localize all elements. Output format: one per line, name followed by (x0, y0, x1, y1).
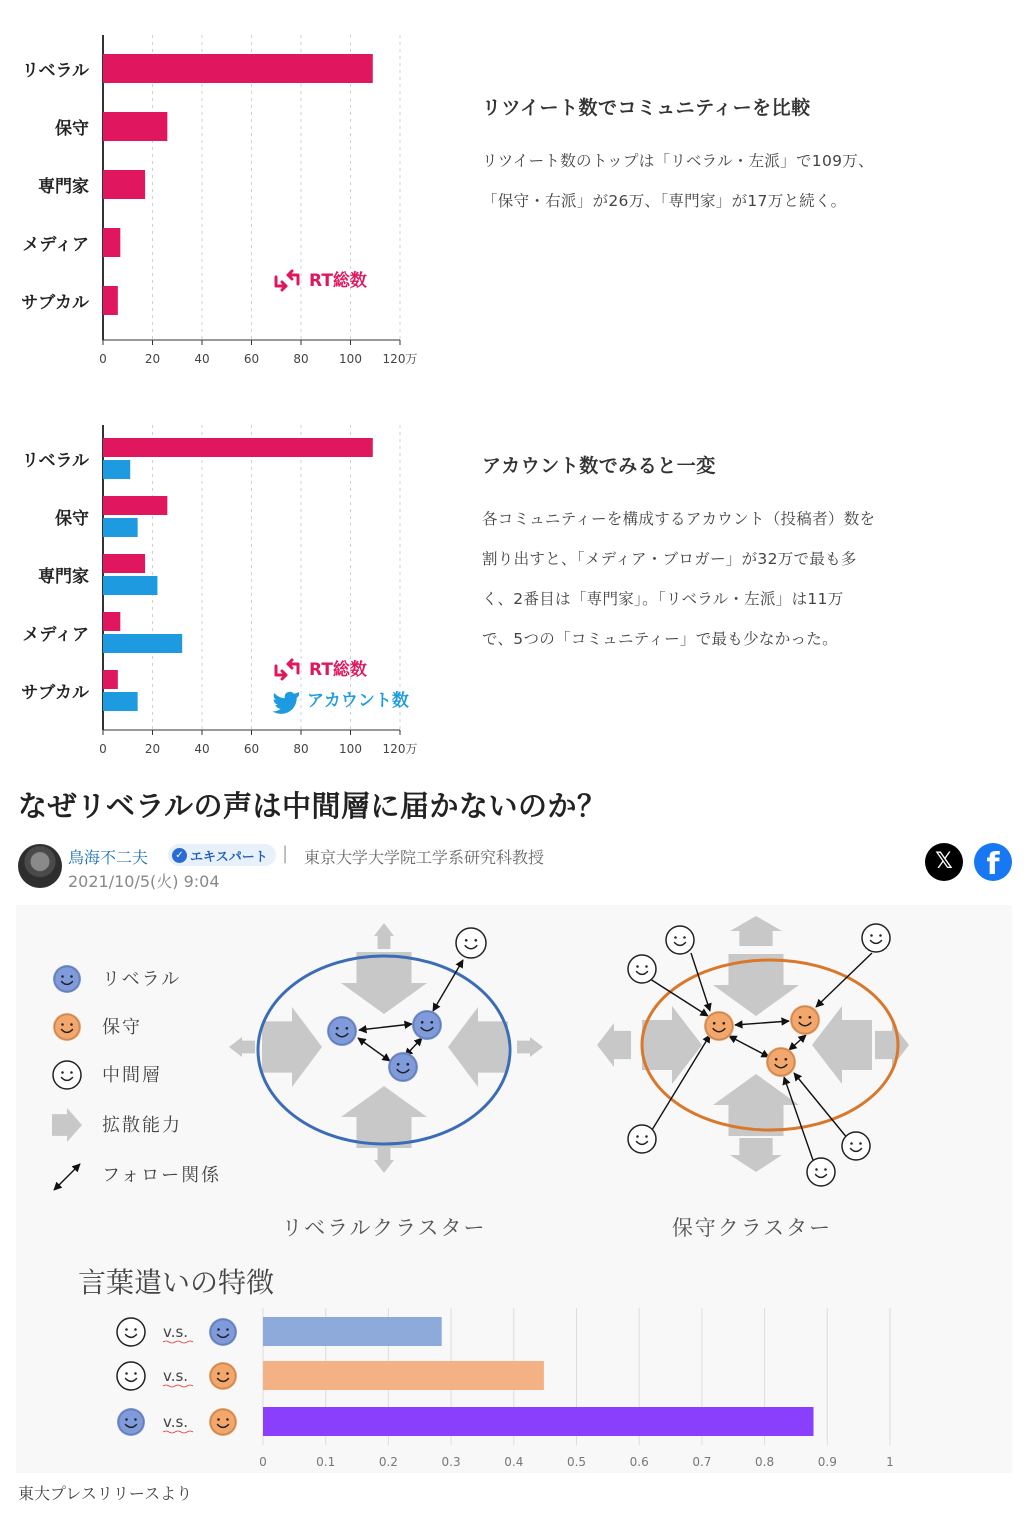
bar-rt (103, 612, 120, 631)
category-label: リベラル (21, 451, 89, 471)
category-label: 保守 (55, 119, 89, 139)
tick-labels (99, 730, 417, 756)
x-tick-label: 0 (99, 742, 107, 756)
conservative-face-icon (766, 1047, 796, 1077)
neutral-face-icon (666, 926, 694, 954)
neutral-face-icon (842, 1132, 870, 1160)
share-facebook-button[interactable]: f (974, 843, 1012, 881)
section-rt-line: 「保守・右派」が26万、「専門家」が17万と続く。 (482, 192, 847, 210)
x-tick-label: 0.3 (441, 1455, 461, 1469)
retweet-icon (276, 660, 298, 679)
legend (276, 270, 367, 291)
bar-rt (103, 228, 120, 257)
bar-rt (103, 54, 373, 83)
account-count-chart (0, 415, 440, 765)
x-tick-label: 80 (293, 352, 309, 366)
section-rt-text (482, 93, 962, 221)
x-tick-label: 60 (243, 352, 260, 366)
bar-rt (103, 286, 118, 315)
category-labels (21, 61, 90, 313)
category-rows (117, 1318, 237, 1436)
category-label: メディア (22, 235, 89, 255)
conservative-face-icon (209, 1362, 237, 1390)
section-account-line: で、5つの「コミュニティー」で最も少なかった。 (482, 630, 838, 648)
section-account-body (482, 499, 962, 659)
avatar[interactable] (18, 844, 62, 888)
neutral-face-icon (628, 955, 656, 983)
grid-lines (153, 425, 401, 730)
category-label: 専門家 (38, 567, 89, 587)
rt-total-chart (0, 25, 440, 375)
tick-labels (99, 340, 417, 366)
x-tick-label: 100 (339, 742, 362, 756)
article-headline: なぜリベラルの声は中間層に届かないのか？ (18, 789, 607, 823)
x-tick-label: 0.8 (755, 1455, 775, 1469)
neutral-face-icon (53, 1061, 81, 1089)
word-usage-bar (263, 1361, 544, 1390)
liberal-cluster-label: リベラルクラスター (281, 1216, 487, 1240)
section-account-text (482, 451, 962, 659)
liberal-face-icon (53, 965, 81, 993)
word-usage-title: 言葉遣いの特徴 (78, 1266, 275, 1299)
conservative-face-icon (704, 1011, 734, 1041)
neutral-face-icon (117, 1318, 145, 1346)
bar-rt (103, 438, 373, 457)
expert-badge-label: エキスパート (190, 849, 268, 865)
legend-rt-label: RT総数 (309, 271, 367, 291)
bar-account (103, 518, 138, 537)
legend (272, 659, 408, 714)
divider: | (282, 843, 289, 864)
x-tick-label: 60 (243, 742, 260, 756)
author-name-link[interactable]: 鳥海不二夫 (68, 848, 149, 867)
x-tick-label: 0.4 (504, 1455, 524, 1469)
section-account-line: 各コミュニティーを構成するアカウント（投稿者）数を (482, 510, 876, 528)
x-tick-label: 80 (293, 742, 309, 756)
x-tick-label: 120万 (382, 352, 418, 366)
bar-rt (103, 170, 145, 199)
cluster-diagram (16, 905, 1012, 1473)
legend-rt-label: RT総数 (309, 660, 367, 680)
liberal-face-icon (117, 1408, 145, 1436)
neutral-face-icon (456, 928, 486, 958)
category-label: 保守 (55, 509, 89, 529)
x-tick-label: 0.2 (378, 1455, 398, 1469)
category-label: リベラル (21, 61, 89, 81)
section-rt-line: リツイート数のトップは「リベラル・左派」で109万、 (482, 152, 874, 170)
word-usage-bar (263, 1407, 814, 1436)
section-account-heading: アカウント数でみると一変 (482, 455, 716, 477)
share-x-button[interactable]: 𝕏 (925, 843, 963, 881)
liberal-face-icon (412, 1010, 442, 1040)
legend-label: 中間層 (102, 1065, 162, 1086)
x-tick-label: 0.7 (692, 1455, 712, 1469)
legend-label: フォロー関係 (102, 1165, 222, 1186)
x-tick-label: 0 (259, 1455, 267, 1469)
publish-date: 2021/10/5(火) 9:04 (68, 872, 220, 891)
x-tick-label: 0.9 (817, 1455, 837, 1469)
category-label: メディア (22, 625, 89, 645)
author-row (18, 842, 1018, 892)
legend-label: 拡散能力 (102, 1115, 182, 1136)
vs-label: v.s. (163, 1323, 189, 1341)
liberal-face-icon (327, 1016, 357, 1046)
legend-account-label: アカウント数 (307, 691, 409, 711)
twitter-bird-icon (272, 692, 299, 714)
x-tick-label: 20 (144, 742, 161, 756)
neutral-face-icon (807, 1158, 835, 1186)
section-rt-body (482, 141, 962, 221)
x-tick-label: 40 (194, 352, 210, 366)
conservative-face-icon (209, 1408, 237, 1436)
x-tick-label: 20 (144, 352, 161, 366)
x-tick-label: 120万 (382, 742, 418, 756)
x-tick-label: 0.1 (316, 1455, 336, 1469)
section-account-line: 割り出すと、「メディア・ブロガー」が32万で最も多 (482, 550, 857, 568)
neutral-face-icon (862, 924, 890, 952)
x-tick-label: 0.5 (566, 1455, 587, 1469)
neutral-face-icon (117, 1362, 145, 1390)
bar-account (103, 576, 157, 595)
conservative-face-icon (790, 1005, 820, 1035)
category-label: サブカル (21, 683, 89, 703)
author-affiliation: 東京大学大学院工学系研究科教授 (304, 848, 545, 867)
bar-rt (103, 554, 145, 573)
x-tick-label: 1 (886, 1455, 894, 1469)
bar-rt (103, 496, 167, 515)
verified-check-icon: ✓ (172, 848, 187, 863)
vs-label: v.s. (163, 1413, 189, 1431)
bar-rt (103, 112, 167, 141)
bar-account (103, 460, 130, 479)
conservative-face-icon (53, 1013, 81, 1041)
vs-label: v.s. (163, 1367, 189, 1385)
liberal-face-icon (388, 1052, 418, 1082)
neutral-face-icon (628, 1125, 656, 1153)
x-tick-label: 0.6 (629, 1455, 649, 1469)
bar-account (103, 692, 138, 711)
bar-rt (103, 670, 118, 689)
legend-label: 保守 (102, 1017, 142, 1038)
retweet-icon (276, 271, 298, 290)
section-rt-heading: リツイート数でコミュニティーを比較 (482, 97, 811, 119)
legend-label: リベラル (102, 969, 182, 990)
image-caption: 東大プレスリリースより (18, 1484, 193, 1503)
category-label: 専門家 (38, 177, 89, 197)
section-account-line: く、2番目は「専門家」。「リベラル・左派」は11万 (482, 590, 844, 608)
x-tick-label: 100 (339, 352, 362, 366)
x-tick-label: 0 (99, 352, 107, 366)
bar-account (103, 634, 182, 653)
expert-badge (168, 844, 276, 866)
category-labels (21, 451, 90, 703)
x-tick-label: 40 (194, 742, 210, 756)
conservative-cluster-label: 保守クラスター (671, 1216, 833, 1240)
liberal-face-icon (209, 1318, 237, 1346)
word-usage-bar (263, 1317, 442, 1346)
category-label: サブカル (21, 293, 89, 313)
